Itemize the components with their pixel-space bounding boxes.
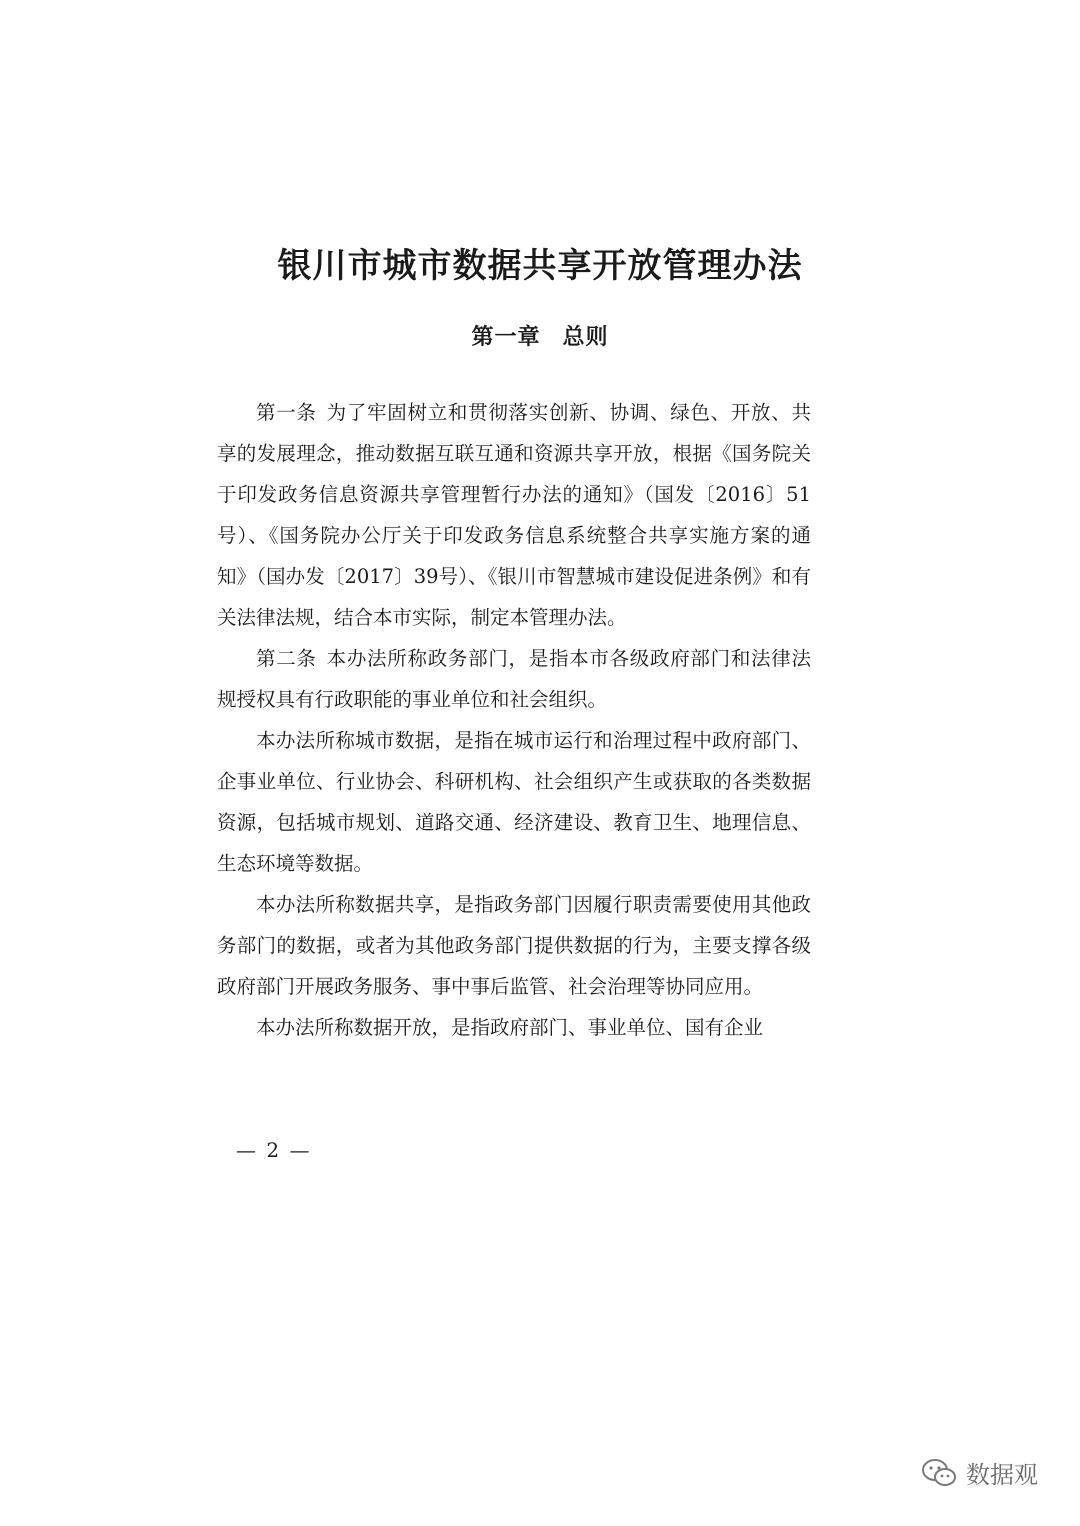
paragraph-text: 本办法所称政务部门，是指本市各级政府部门和法律法规授权具有行政职能的事业单位和社会组织。 bbox=[217, 647, 811, 711]
paragraph-text: 本办法所称数据共享，是指政务部门因履行职责需要使用其他政务部门的数据，或者为其他政务部门提供数据的行为，主要支撑各级政府部门开展政务服务、事中事后监管、社会治理等协同应用。 bbox=[217, 893, 811, 998]
paragraph bbox=[217, 720, 811, 884]
chapter-heading bbox=[0, 320, 1080, 351]
paragraph-text: 本办法所称数据开放，是指政府部门、事业单位、国有企业 bbox=[256, 1016, 764, 1039]
document-title: 银川市城市数据共享开放管理办法 bbox=[277, 246, 803, 286]
paragraph bbox=[217, 638, 811, 720]
chapter-name: 总则 bbox=[562, 325, 609, 350]
page-number: — 2 — bbox=[236, 1138, 312, 1162]
paragraph bbox=[217, 1007, 811, 1048]
paragraph bbox=[217, 392, 811, 638]
wechat-icon bbox=[920, 1457, 958, 1489]
article-number: 第二条 bbox=[256, 647, 317, 670]
document-body bbox=[217, 392, 811, 1048]
article-number: 第一条 bbox=[256, 401, 317, 424]
watermark-text: 数据观 bbox=[966, 1461, 1038, 1489]
paragraph-text: 为了牢固树立和贯彻落实创新、协调、绿色、开放、共享的发展理念，推动数据互联互通和资源共享开放，根据《国务院关于印发政务信息资源共享管理暂行办法的通知》（国发〔2016〕51号）、《国务院办公厅关于印发政务信息系统整合共享实施方案的通知》（国办发〔2017〕39号）、《银川市智慧城市建设促进条例》和有关法律法规，结合本市实际，制定本管理办法。 bbox=[217, 401, 811, 629]
watermark bbox=[920, 1455, 1038, 1490]
chapter-number: 第一章 bbox=[471, 325, 541, 350]
paragraph bbox=[217, 884, 811, 1007]
paragraph-text: 本办法所称城市数据，是指在城市运行和治理过程中政府部门、企事业单位、行业协会、科研机构、社会组织产生或获取的各类数据资源，包括城市规划、道路交通、经济建设、教育卫生、地理信息、生态环境等数据。 bbox=[217, 729, 811, 875]
